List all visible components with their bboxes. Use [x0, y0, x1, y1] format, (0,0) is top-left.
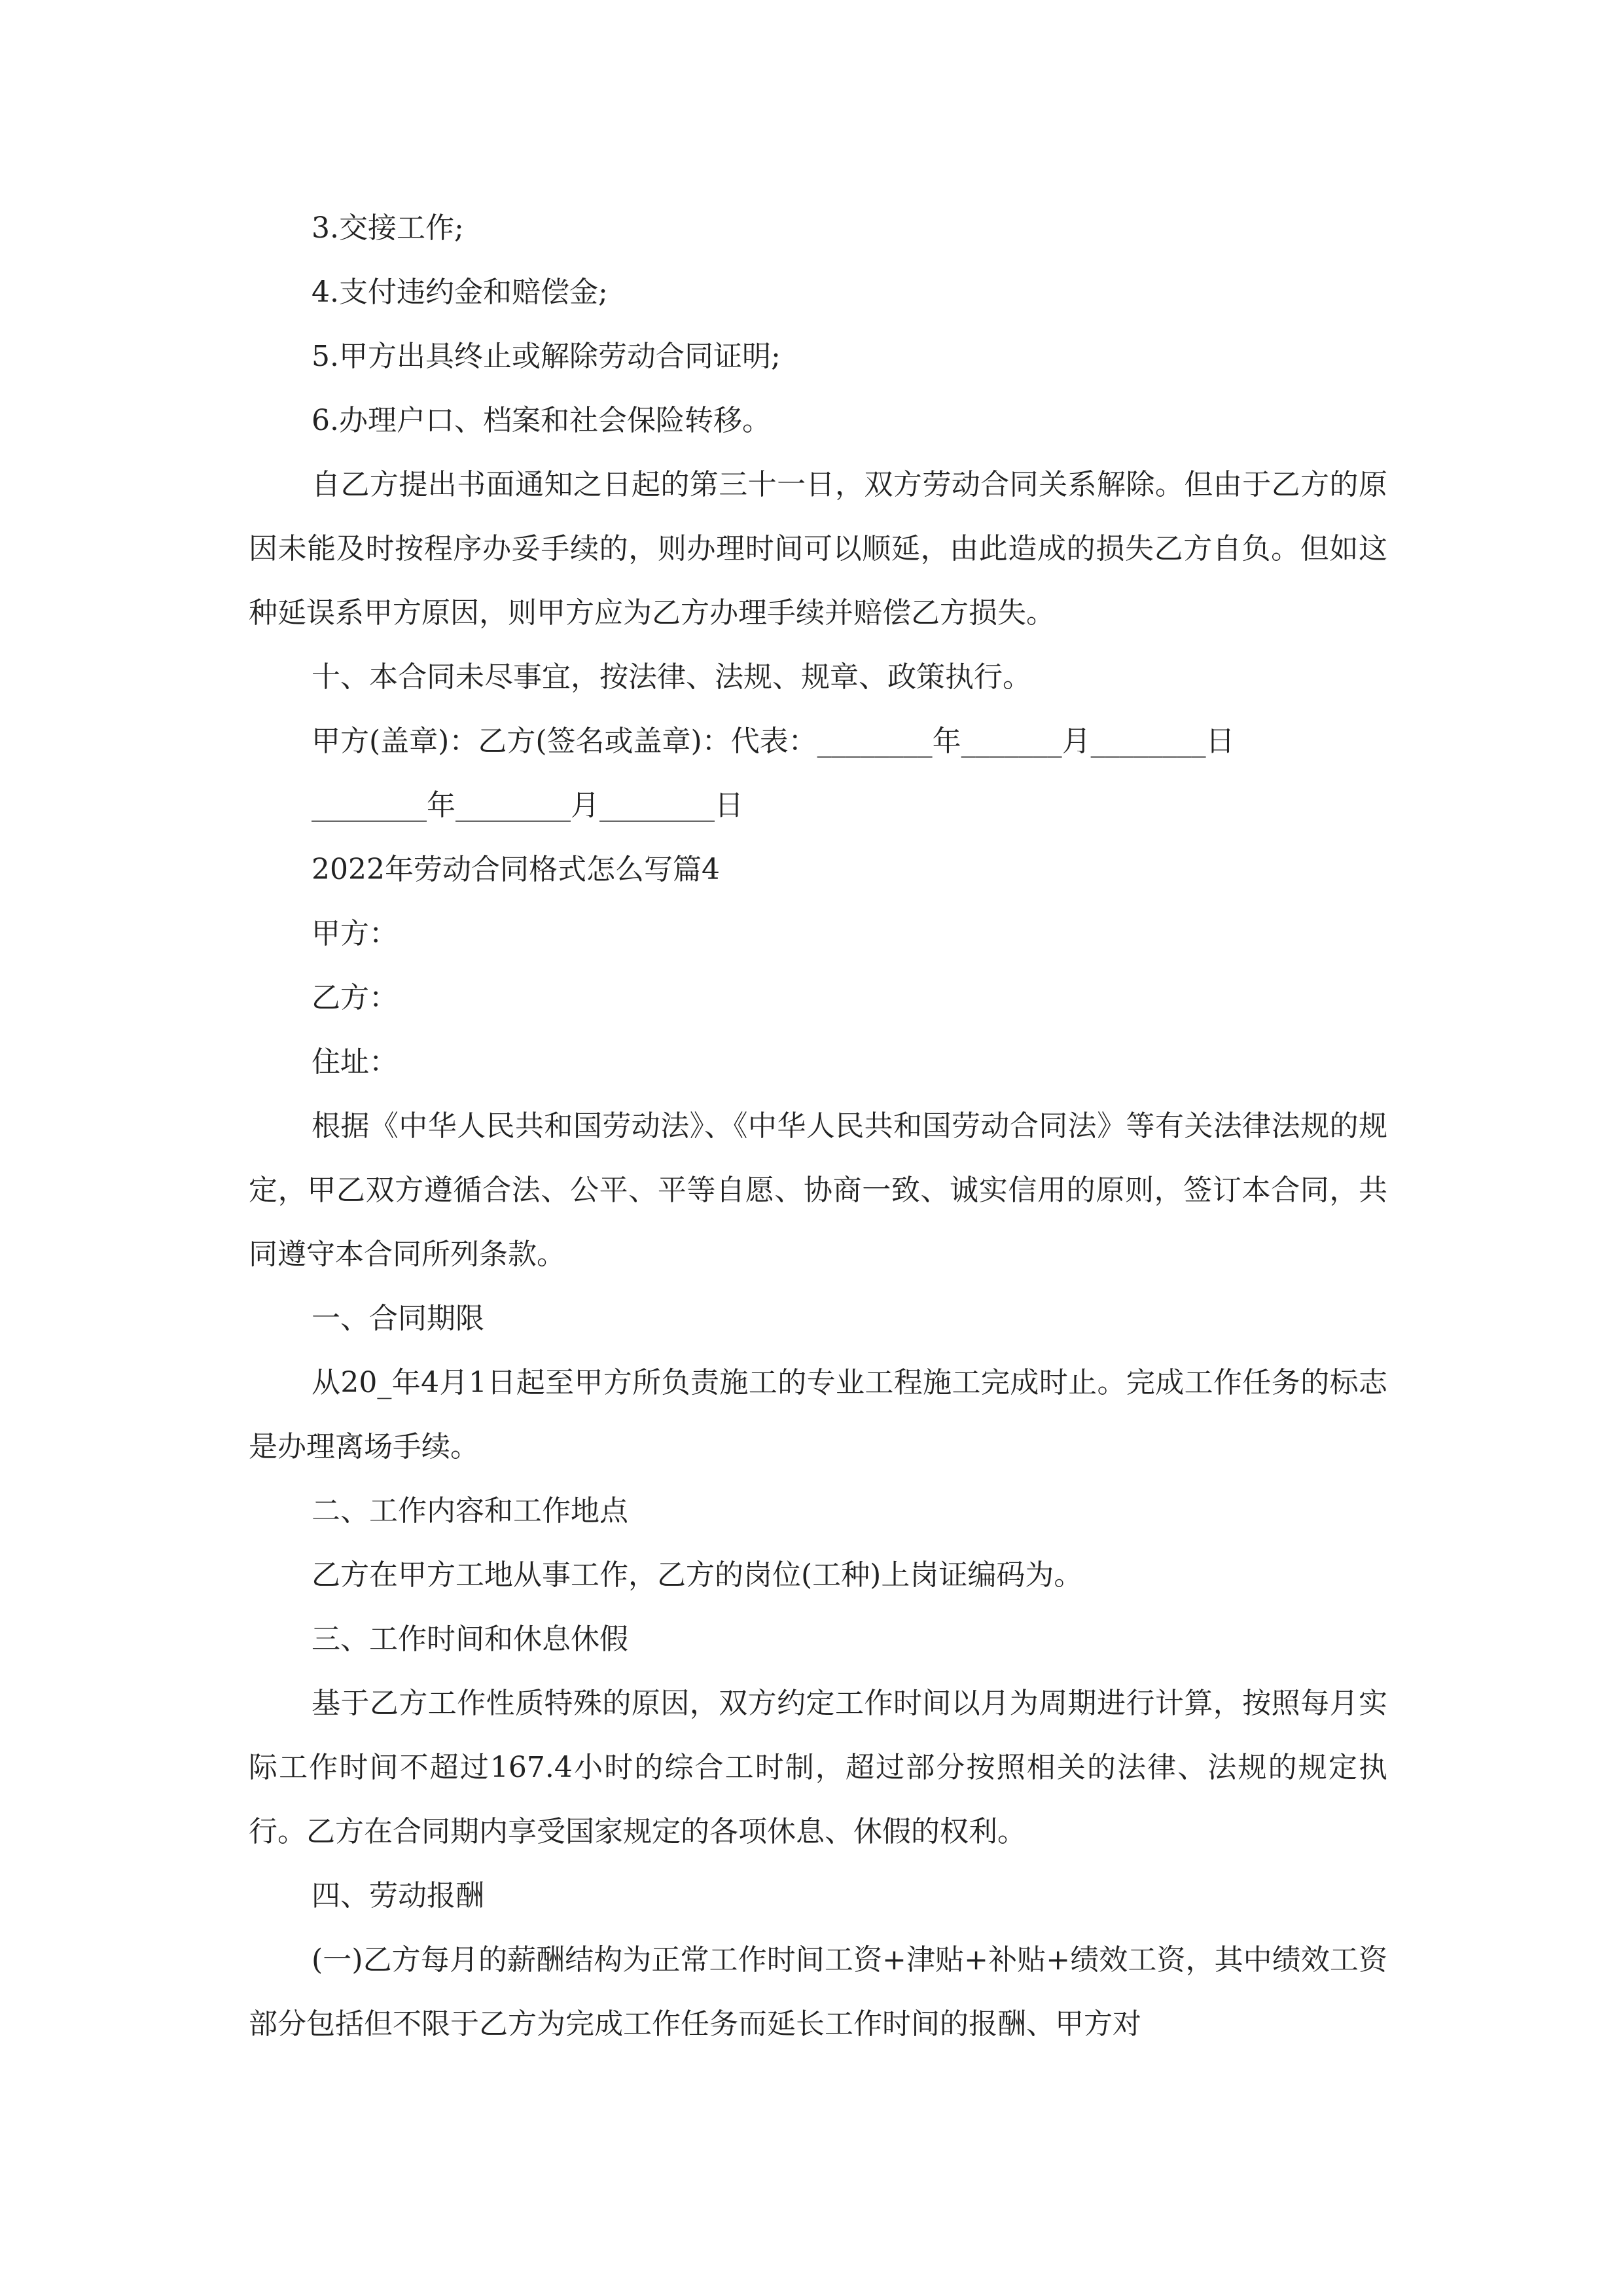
- paragraph-penalty: 4.支付违约金和赔偿金;: [312, 276, 608, 309]
- paragraph-handover: 3.交接工作;: [312, 211, 464, 245]
- heading-work-hours: 三、工作时间和休息休假: [312, 1623, 628, 1656]
- paragraph-legal-basis: 根据《中华人民共和国劳动法》、《中华人民共和国劳动合同法》等有关法律法规的规定，甲乙双方遵循合法、公平、平等自愿、协商一致、诚实信用的原则，签订本合同，共同遵守本合同所列条款。: [249, 1109, 1387, 1271]
- heading-contract-term: 一、合同期限: [312, 1302, 484, 1335]
- paragraph-termination: 自乙方提出书面通知之日起的第三十一日，双方劳动合同关系解除。但由于乙方的原因未能及时按程序办妥手续的，则办理时间可以顺延，由此造成的损失乙方自负。但如这种延误系甲方原因，则甲方应为乙方办理手续并赔偿乙方损失。: [249, 468, 1387, 630]
- party-a-label: 甲方：: [312, 917, 398, 950]
- document-body: [249, 196, 1387, 2056]
- signature-date-line: ________年________月________日: [312, 789, 743, 822]
- paragraph-work-content: 乙方在甲方工地从事工作，乙方的岗位(工种)上岗证编码为。: [312, 1558, 1083, 1592]
- paragraph-contract-term: 从20_年4月1日起至甲方所负责施工的专业工程施工完成时止。完成工作任务的标志是办理离场手续。: [249, 1366, 1387, 1463]
- paragraph-work-hours: 基于乙方工作性质特殊的原因，双方约定工作时间以月为周期进行计算，按照每月实际工作时间不超过167.4小时的综合工时制，超过部分按照相关的法律、法规的规定执行。乙方在合同期内享受国家规定的各项休息、休假的权利。: [249, 1687, 1387, 1848]
- address-label: 住址：: [312, 1045, 398, 1079]
- heading-remuneration: 四、劳动报酬: [312, 1879, 484, 1912]
- paragraph-transfer: 6.办理户口、档案和社会保险转移。: [312, 404, 771, 437]
- signature-line: 甲方(盖章)：乙方(签名或盖章)：代表：________年_______月________日: [312, 725, 1235, 758]
- paragraph-certificate: 5.甲方出具终止或解除劳动合同证明;: [312, 340, 781, 373]
- paragraph-clause-ten: 十、本合同未尽事宜，按法律、法规、规章、政策执行。: [312, 660, 1031, 694]
- party-b-label: 乙方：: [312, 981, 398, 1014]
- heading-work-content: 二、工作内容和工作地点: [312, 1494, 628, 1528]
- section-title: 2022年劳动合同格式怎么写篇4: [312, 853, 720, 886]
- paragraph-remuneration: (一)乙方每月的薪酬结构为正常工作时间工资+津贴+补贴+绩效工资，其中绩效工资部分包括但不限于乙方为完成工作任务而延长工作时间的报酬、甲方对: [249, 1943, 1387, 2041]
